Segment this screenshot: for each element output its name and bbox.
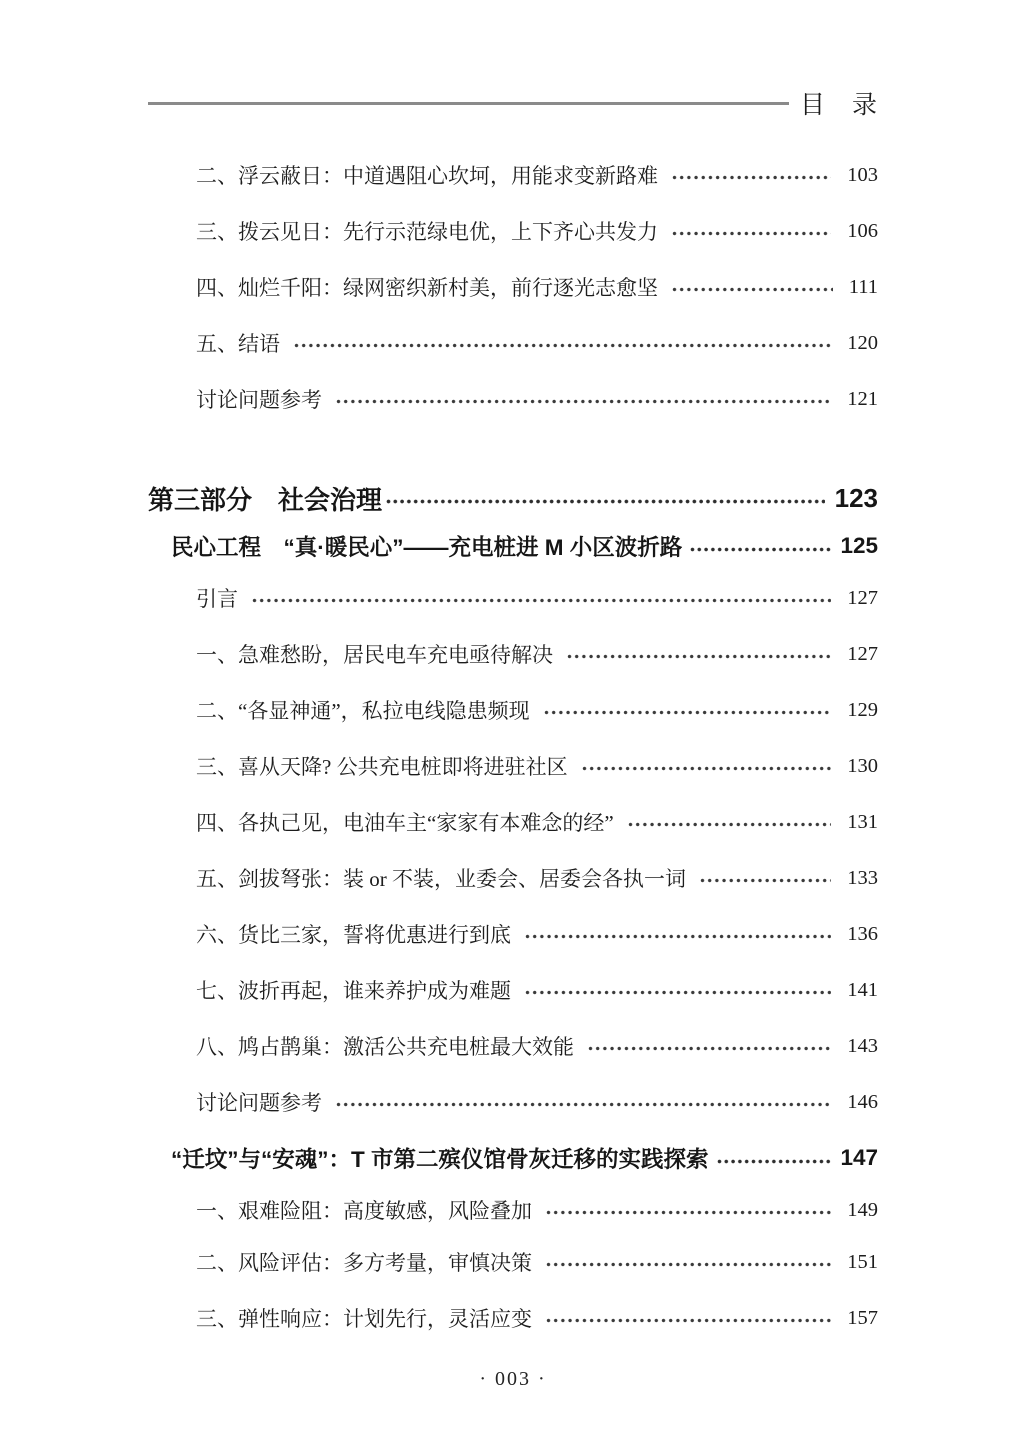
toc-entry [148,682,878,738]
toc-part-page: 123 [834,482,878,513]
dot-leader [386,499,825,504]
toc-entry [148,738,878,794]
toc-entry-page: 136 [847,922,878,945]
dot-leader [336,1102,831,1107]
toc-entry-title: 二、“各显神通”，私拉电线隐患频现 [196,699,530,723]
dot-leader [525,990,831,995]
toc-entry-page: 127 [847,642,878,665]
toc-entry-page: 130 [847,754,878,777]
toc-entry-page: 149 [847,1198,878,1221]
toc-entry-title: 三、拨云见日：先行示范绿电优，上下齐心共发力 [196,220,658,244]
toc-entry [148,259,878,315]
toc-entry [148,906,878,962]
toc-entry-page: 141 [847,978,878,1001]
dot-leader [717,1159,833,1164]
toc-entry [148,626,878,682]
toc-entry-page: 121 [847,387,878,410]
toc-entry-title: 三、弹性响应：计划先行，灵活应变 [196,1307,532,1331]
dot-leader [544,710,832,715]
toc-entry-title: 一、急难愁盼，居民电车充电亟待解决 [196,643,553,667]
toc-entry-title: 三、喜从天降? 公共充电桩即将进驻社区 [196,755,568,779]
dot-leader [628,822,832,827]
dot-leader [546,1262,831,1267]
toc-entry-page: 129 [847,698,878,721]
dot-leader [525,934,831,939]
header-rule [148,102,789,105]
toc-entry-title: 二、浮云蔽日：中道遇阻心坎坷，用能求变新路难 [196,164,658,188]
dot-leader [336,399,831,404]
toc-list [148,147,878,1346]
toc-entry-title: 引言 [196,587,238,611]
toc-entry [148,147,878,203]
toc-entry-page: 146 [847,1090,878,1113]
toc-entry [148,371,878,427]
toc-article-title: 民心工程 “真·暖民心”——充电桩进 M 小区波折路 [171,535,683,560]
toc-entry-page: 127 [847,586,878,609]
document-page [148,0,878,1391]
toc-part-title: 第三部分 社会治理 [148,484,383,515]
toc-entry-title: 讨论问题参考 [196,388,322,412]
dot-leader [252,598,831,603]
toc-entry-page: 131 [847,810,878,833]
toc-entry [148,1290,878,1346]
toc-entry [148,1074,878,1130]
dot-leader [700,878,831,883]
toc-part-heading [148,474,878,522]
toc-entry-title: 八、鸠占鹊巢：激活公共充电桩最大效能 [196,1035,574,1059]
toc-entry-title: 一、艰难险阻：高度敏感，风险叠加 [196,1199,532,1223]
toc-entry-title: 五、剑拔弩张：装 or 不装，业委会、居委会各执一词 [196,867,686,891]
toc-article-page: 125 [840,533,878,558]
folio-page-number: · 003 · [479,1368,547,1390]
toc-entry-page: 120 [847,331,878,354]
dot-leader [672,231,831,236]
dot-leader [546,1210,831,1215]
page-footer [148,1368,878,1391]
toc-entry-page: 157 [847,1306,878,1329]
toc-entry-page: 106 [847,219,878,242]
toc-entry-title: 六、货比三家，誓将优惠进行到底 [196,923,511,947]
toc-entry-title: 讨论问题参考 [196,1091,322,1115]
dot-leader [672,287,833,292]
toc-entry-page: 103 [847,163,878,186]
toc-entry [148,794,878,850]
toc-entry [148,315,878,371]
toc-entry-page: 143 [847,1034,878,1057]
page-header-title: 目 录 [799,92,878,119]
toc-entry [148,850,878,906]
toc-entry-page: 133 [847,866,878,889]
toc-entry-title: 二、风险评估：多方考量，审慎决策 [196,1251,532,1275]
toc-entry [148,1234,878,1290]
toc-entry-title: 四、各执己见，电油车主“家家有本难念的经” [196,811,614,835]
toc-entry [148,962,878,1018]
dot-leader [690,547,832,552]
dot-leader [567,654,831,659]
dot-leader [546,1318,831,1323]
toc-entry [148,570,878,626]
toc-entry-page: 151 [847,1250,878,1273]
toc-entry-title: 七、波折再起，谁来养护成为难题 [196,979,511,1003]
toc-entry-title: 五、结语 [196,332,280,356]
toc-entry [148,1186,878,1234]
toc-article-heading [148,1130,878,1186]
toc-entry-title: 四、灿烂千阳：绿网密织新村美，前行逐光志愈坚 [196,276,658,300]
dot-leader [582,766,832,771]
toc-entry [148,203,878,259]
toc-entry-page: 111 [848,275,878,298]
dot-leader [588,1046,831,1051]
toc-article-title: “迁坟”与“安魂”：T 市第二殡仪馆骨灰迁移的实践探索 [171,1147,709,1172]
page-header [148,90,878,119]
toc-article-page: 147 [840,1145,878,1170]
dot-leader [672,175,831,180]
dot-leader [294,343,831,348]
toc-entry [148,1018,878,1074]
toc-article-heading [148,522,878,570]
